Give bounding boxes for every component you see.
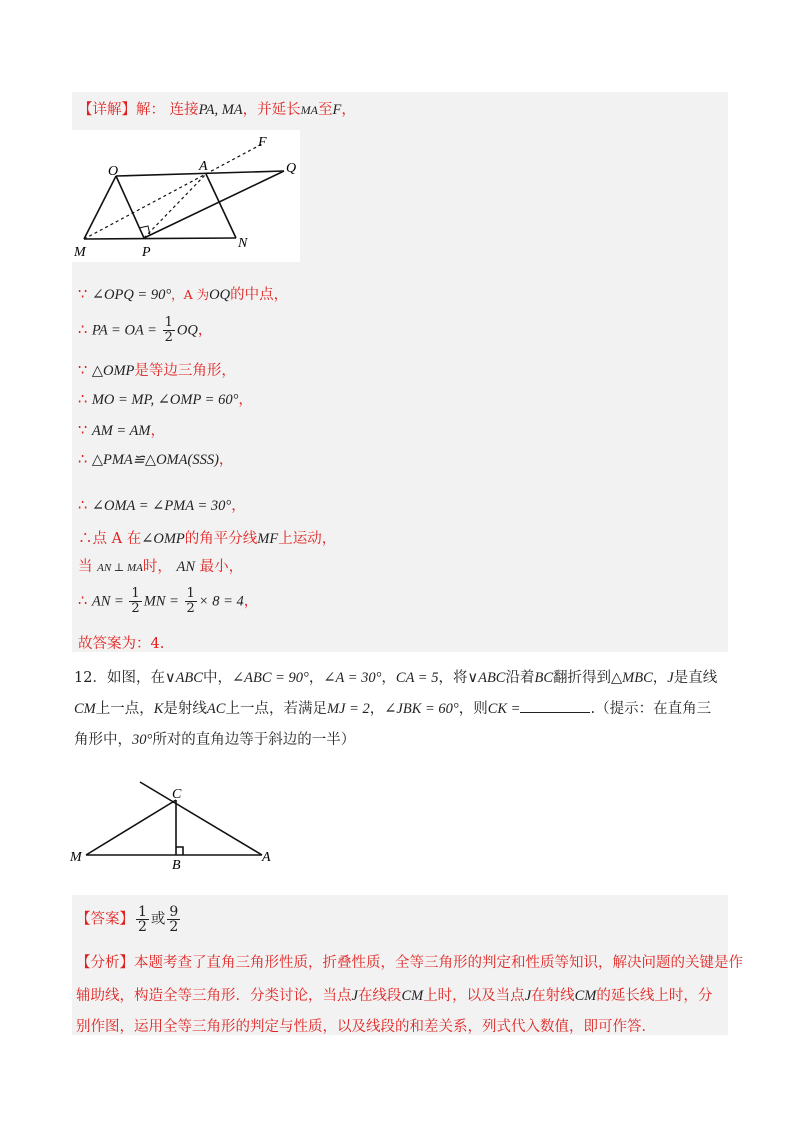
solution-line-5: ∵ AM = AM， — [78, 423, 165, 439]
solution-line-9: 当 AN ⊥ MA时， AN 最小， — [78, 559, 244, 575]
solution-line-6: ∴ △PMA≌△OMA(SSS)， — [78, 452, 234, 468]
analysis-line-1: 【分析】本题考查了直角三角形性质，折叠性质，全等三角形的判定和性质等知识，解决问题的关键是作 — [76, 955, 743, 971]
question-line-3: 角形中，30°所对的直角边等于斜边的一半） — [74, 732, 356, 748]
solution-line-8: ∴点 A 在∠OMP的角平分线MF上运动， — [78, 531, 337, 547]
answer-tag: 【答案】 — [76, 911, 134, 928]
question-line-1: 12．如图，在∨ABC中，∠ABC = 90°，∠A = 30°，CA = 5，将∨ABC沿着BC翻折得到△MBC，J是直线 — [74, 670, 718, 686]
label-A: A — [262, 850, 271, 865]
analysis-line-3: 别作图，运用全等三角形的判定与性质，以及线段的和差关系，列式代入数值，即可作答． — [76, 1019, 656, 1035]
label-B: B — [172, 858, 181, 873]
solution-line-4: ∴ MO = MP, ∠OMP = 60°， — [78, 392, 253, 408]
label-F: F — [258, 135, 267, 150]
answer-line: 【答案】 $\frac{1}{2}$ 或 $\frac{9}{2}$ — [76, 904, 179, 935]
label-M: M — [70, 850, 82, 865]
detail-tag: 【详解】 — [78, 102, 136, 118]
solution-line-1: ∵ ∠OPQ = 90°，A 为OQ的中点， — [78, 287, 289, 303]
solution-line-3: ∵ △OMP是等边三角形， — [78, 363, 236, 379]
solution-line-10: ∴ AN = $\frac{1}{2}$ MN = $\frac{1}{2}$ × 8 = 4， — [78, 586, 259, 616]
label-N: N — [238, 236, 248, 251]
analysis-line-2: 辅助线，构造全等三角形．分类讨论，当点J在线段CM上时，以及当点J在射线CM的延长线上时，分 — [76, 988, 713, 1004]
final-answer: 故答案为：4. — [78, 636, 165, 652]
label-O: O — [108, 164, 119, 179]
fraction: $\frac{1}{2}$ — [186, 586, 195, 616]
figure-1 — [72, 130, 300, 262]
fraction: $\frac{1}{2}$ — [131, 586, 140, 616]
solution-line-2: ∴ PA = OA = $\frac{1}{2}$ OQ， — [78, 315, 213, 345]
label-P: P — [142, 245, 151, 260]
fraction: $\frac{1}{2}$ — [164, 315, 173, 345]
label-A: A — [199, 159, 208, 174]
figure-2 — [66, 776, 286, 876]
question-line-2: CM上一点，K是射线AC上一点，若满足MJ = 2，∠JBK = 60°，则CK = .（提示：在直角三 — [74, 697, 711, 718]
label-C: C — [172, 787, 182, 802]
solution-header: 【详解】解： 连接PA, MA，并延长MA至F， — [78, 102, 356, 118]
analysis-tag: 【分析】 — [76, 955, 134, 971]
solution-line-7: ∴ ∠OMA = ∠PMA = 30°， — [78, 498, 246, 514]
answer-blank — [520, 698, 590, 713]
label-Q: Q — [286, 161, 297, 176]
fraction: $\frac{9}{2}$ — [169, 904, 179, 935]
label-M: M — [74, 245, 86, 260]
fraction: $\frac{1}{2}$ — [138, 904, 147, 935]
